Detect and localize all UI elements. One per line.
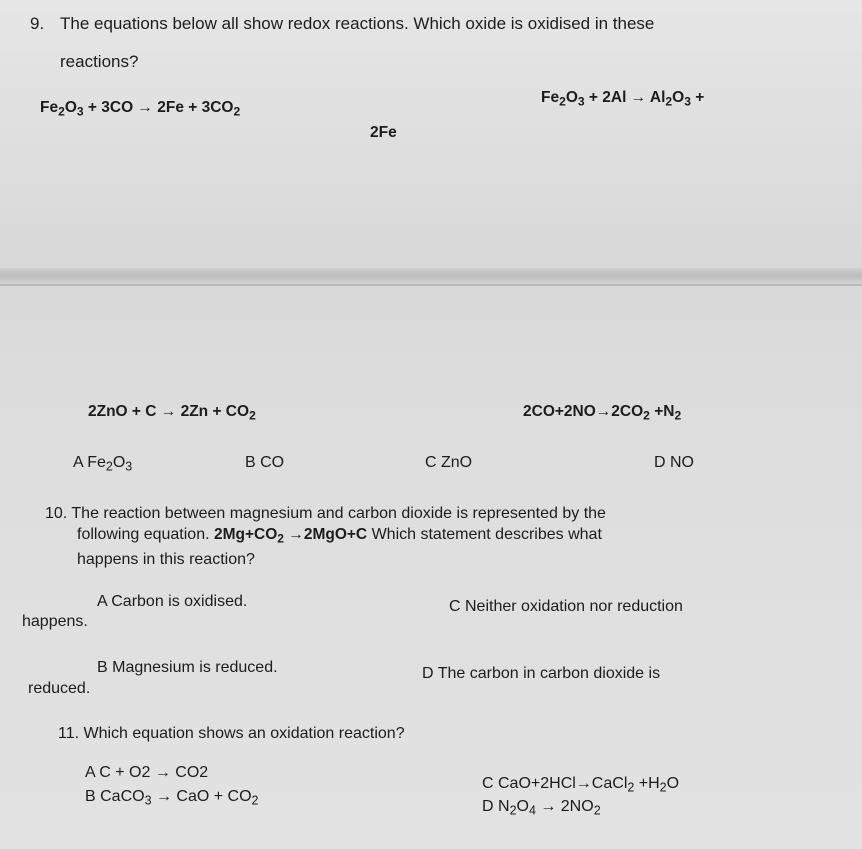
q10-option-d[interactable]: D The carbon in carbon dioxide is	[422, 665, 661, 682]
q9-equation-4: $2CO+2NO\to 2CO_2 +N_2$	[523, 403, 682, 423]
q10-option-b-wrap: reduced.	[28, 680, 91, 697]
q11-option-a[interactable]: A C + O2 → CO2	[85, 764, 209, 781]
q9-equation-2: $Fe_2O_3 + 2Al \to Al_2O_3$ +	[541, 89, 705, 109]
q9-number: 9.	[30, 14, 45, 33]
q10-text-line3: happens in this reaction?	[77, 551, 255, 568]
paper-fold-shadow	[0, 284, 862, 286]
q10-option-a[interactable]: A Carbon is oxidised.	[97, 593, 248, 610]
q9-option-d[interactable]: D NO	[654, 454, 694, 471]
q10-option-c-wrap: happens.	[22, 613, 88, 630]
q11-option-c[interactable]: C CaO+2HCl→CaCl$_2$ $+H_2O$	[482, 775, 680, 795]
q9-equation-2-wrap: 2Fe	[370, 124, 397, 141]
q11-option-b[interactable]: B CaCO$_3$ → CaO + $CO_2$	[85, 788, 259, 808]
q9-option-b[interactable]: B CO	[245, 454, 285, 471]
q10-text-line1: 10. The reaction between magnesium and carbon dioxide is represented by the	[45, 505, 606, 522]
q11-option-d[interactable]: D $N_2O_4 \to 2NO_2$	[482, 798, 601, 818]
q9-equation-3: $2ZnO + C \to 2Zn + CO_2$	[88, 403, 256, 423]
q11-text: 11. Which equation shows an oxidation reaction?	[58, 725, 405, 742]
q10-text-line2: following equation. $2Mg+CO_2 \to 2MgO+C$ Which statement describes what	[77, 526, 602, 546]
q10-option-c[interactable]: C Neither oxidation nor reduction	[449, 598, 683, 615]
q9-text-line2: reactions?	[60, 52, 139, 71]
q10-option-b[interactable]: B Magnesium is reduced.	[97, 659, 278, 676]
q9-option-c[interactable]: C ZnO	[425, 454, 473, 471]
paper-fold	[0, 268, 862, 284]
q9-text-line1: The equations below all show redox reactions. Which oxide is oxidised in these	[60, 14, 655, 33]
q9-option-a[interactable]: A $Fe_2O_3$	[73, 454, 133, 474]
q9-equation-1: $Fe_2O_3 + 3CO \to 2Fe + 3CO_2$	[40, 99, 241, 119]
